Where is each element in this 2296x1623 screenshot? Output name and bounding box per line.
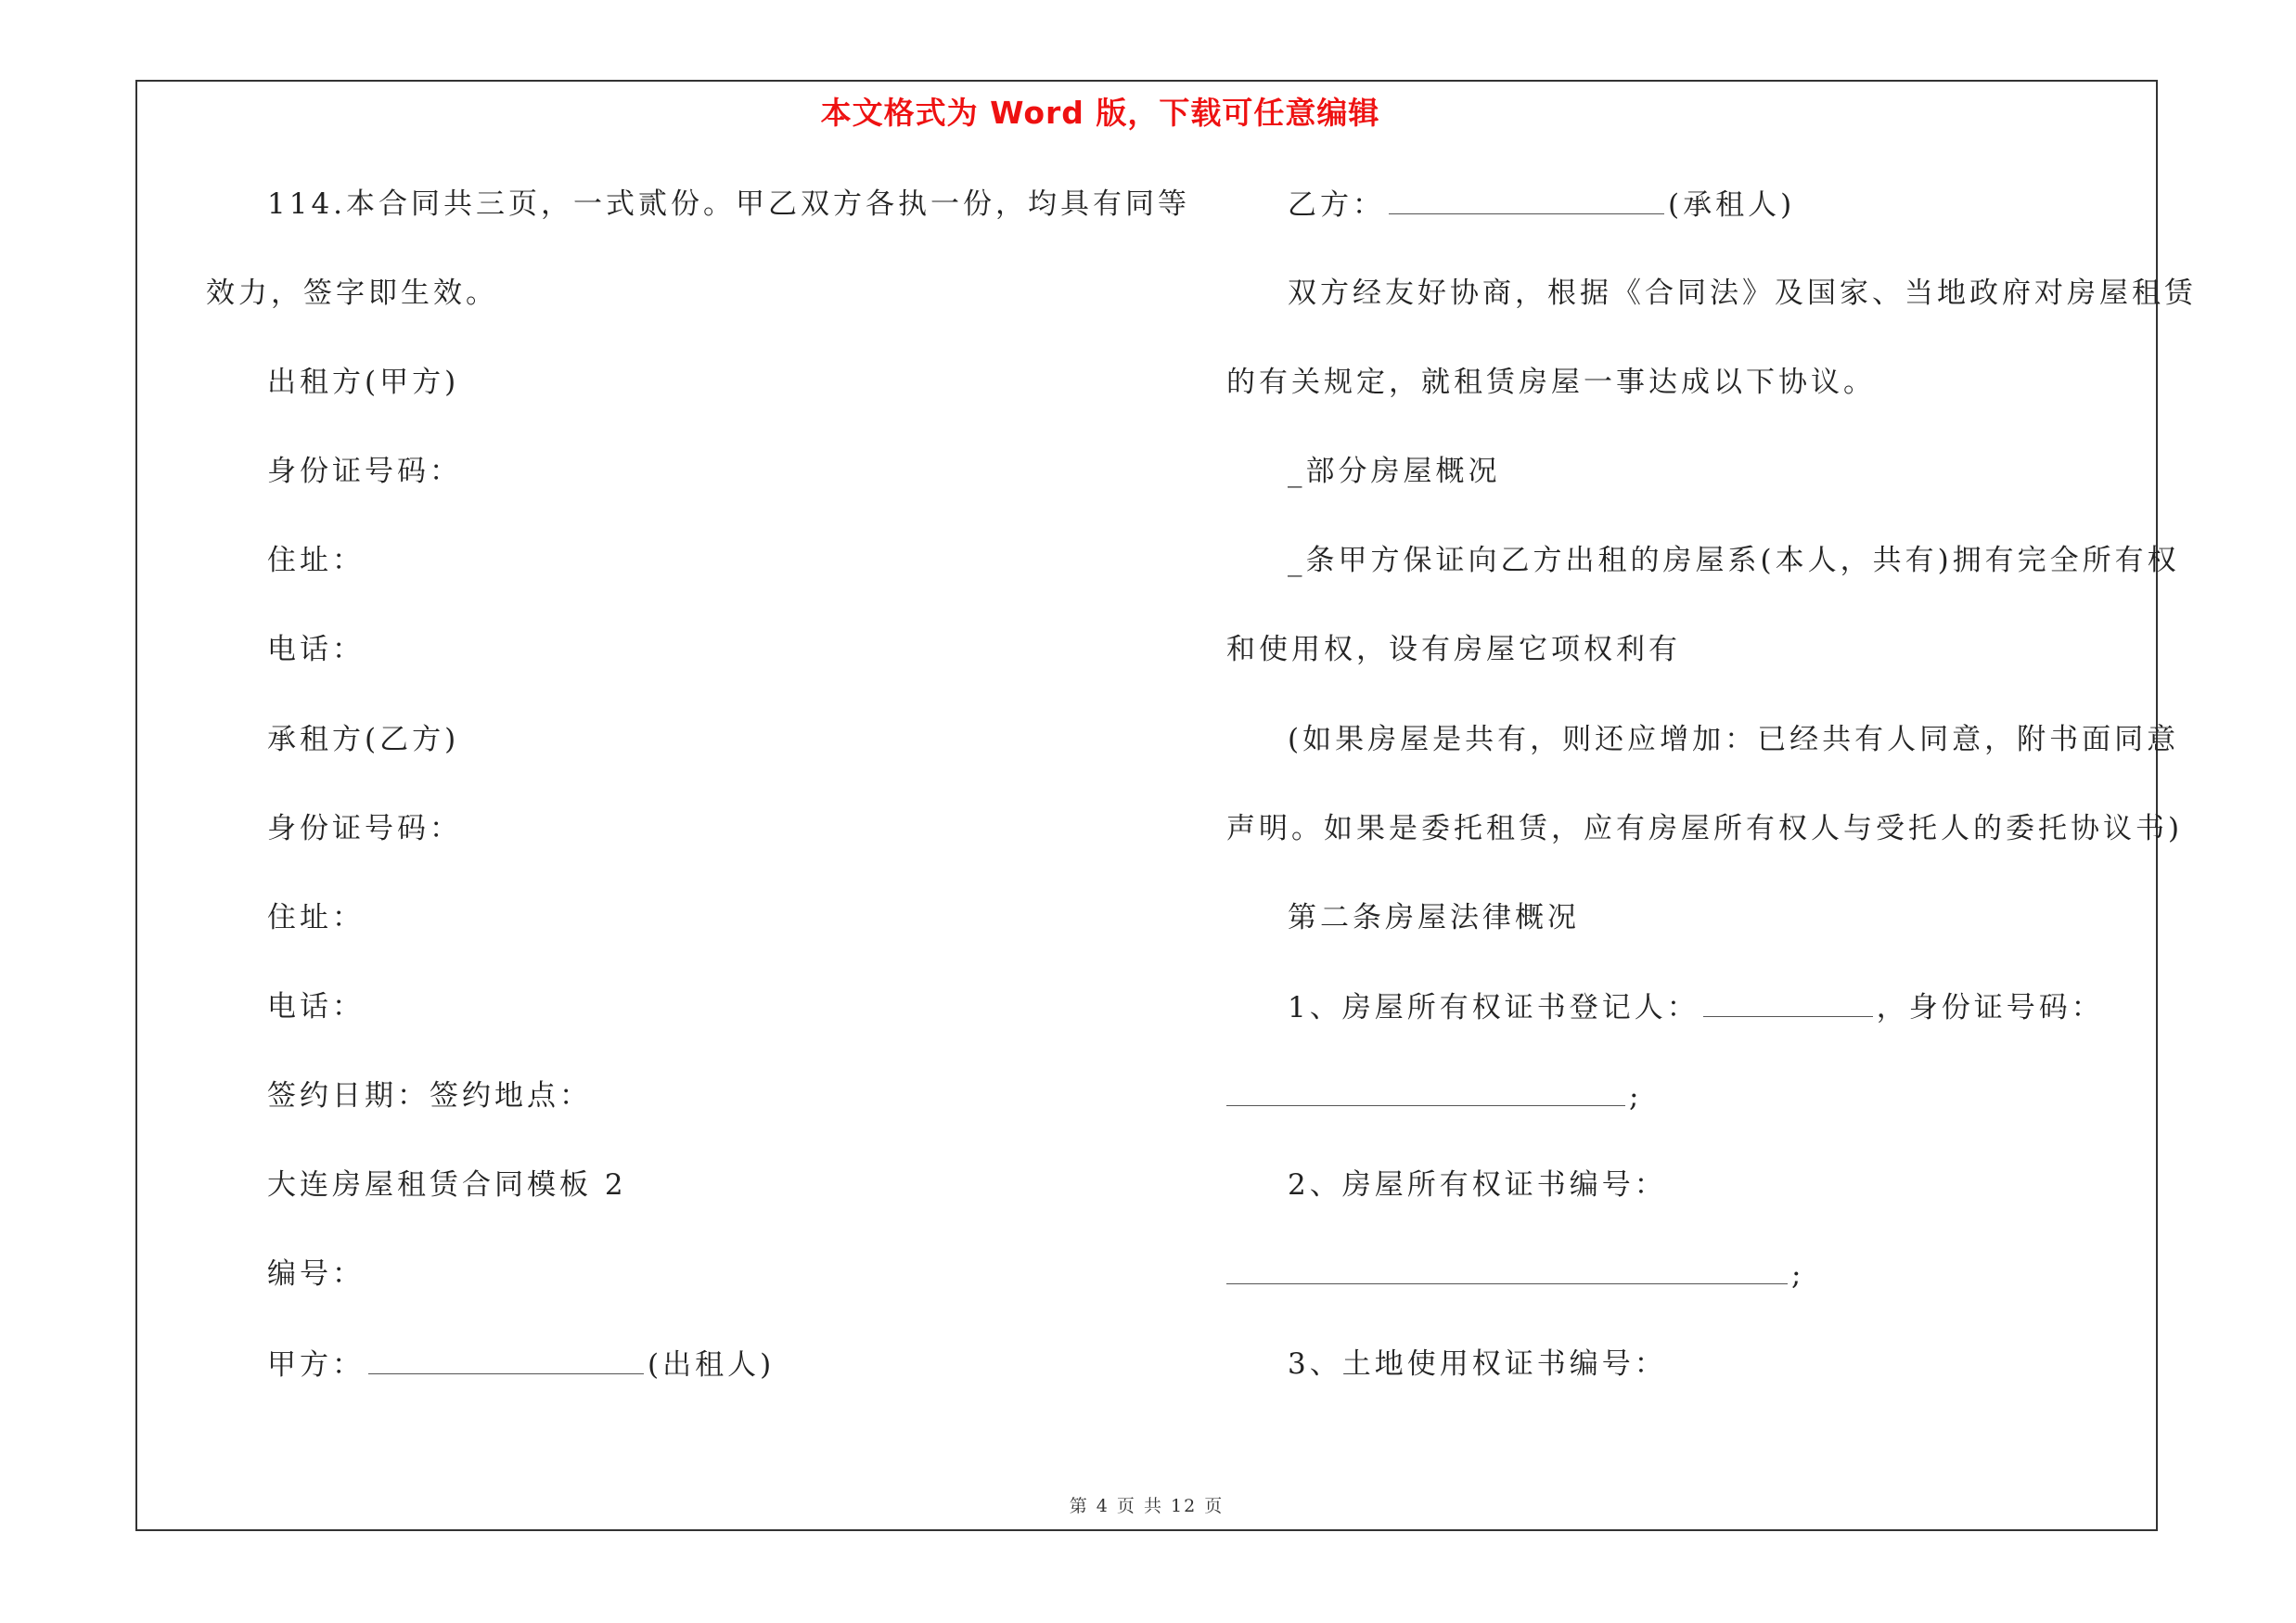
clause-ownership-line-1: _条甲方保证向乙方出租的房屋系(本人，共有)拥有完全所有权 <box>1288 544 2180 577</box>
clause-114-line-1: 114.本合同共三页，一式贰份。甲乙双方各执一份，均具有同等 <box>267 187 1191 221</box>
sign-date-place-label: 签约日期：签约地点： <box>267 1079 592 1113</box>
certificate-number-label: 2、房屋所有权证书编号： <box>1288 1168 1667 1202</box>
clause-114-line-2: 效力，签字即生效。 <box>206 277 498 310</box>
co-owner-note-line-1: (如果房屋是共有，则还应增加：已经共有人同意，附书面同意 <box>1288 723 2180 756</box>
preamble-line-1: 双方经友好协商，根据《合同法》及国家、当地政府对房屋租赁 <box>1288 277 2197 310</box>
word-format-banner: 本文格式为 Word 版，下载可任意编辑 <box>820 95 1380 131</box>
certificate-number-blank <box>1226 1256 1788 1284</box>
party-b-line <box>1226 186 1795 224</box>
lessor-address-label: 住址： <box>267 544 365 577</box>
preamble-line-2: 的有关规定，就租赁房屋一事达成以下协议。 <box>1226 366 1876 399</box>
lessor-id-label: 身份证号码： <box>267 455 462 488</box>
section-house-overview: _部分房屋概况 <box>1288 455 1501 488</box>
article-2-heading: 第二条房屋法律概况 <box>1288 901 1580 934</box>
party-b-label: 乙方： <box>1288 188 1385 222</box>
party-a-blank <box>368 1346 644 1374</box>
party-b-role: (承租人) <box>1668 188 1796 222</box>
template-2-title: 大连房屋租赁合同模板 2 <box>267 1168 627 1202</box>
lessee-address-label: 住址： <box>267 901 365 934</box>
certificate-number-line <box>1226 1256 1804 1294</box>
registrant-id-line <box>1226 1077 1642 1115</box>
registrant-id-label: ，身份证号码： <box>1876 991 2104 1024</box>
page-footer: 第 4 页 共 12 页 <box>1069 1496 1225 1516</box>
land-use-cert-label: 3、土地使用权证书编号： <box>1288 1347 1667 1381</box>
lessee-phone-label: 电话： <box>267 990 365 1024</box>
party-a-label: 甲方： <box>267 1348 365 1382</box>
registrant-label: 1、房屋所有权证书登记人： <box>1288 991 1700 1024</box>
lessor-phone-label: 电话： <box>267 633 365 666</box>
co-owner-note-line-2: 声明。如果是委托租赁，应有房屋所有权人与受托人的委托协议书) <box>1226 812 2184 845</box>
lessee-heading: 承租方(乙方) <box>267 723 460 756</box>
certificate-number-end: ; <box>1791 1258 1805 1292</box>
registrant-id-blank <box>1226 1077 1625 1106</box>
lessor-heading: 出租方(甲方) <box>267 366 460 399</box>
party-a-role: (出租人) <box>648 1348 776 1382</box>
registrant-blank <box>1703 988 1873 1017</box>
registrant-id-end: ; <box>1629 1080 1643 1114</box>
lessee-id-label: 身份证号码： <box>267 812 462 845</box>
party-a-line <box>206 1346 775 1384</box>
clause-ownership-line-2: 和使用权，设有房屋它项权利有 <box>1226 633 1681 666</box>
party-b-blank <box>1389 186 1664 214</box>
contract-number-label: 编号： <box>267 1257 365 1291</box>
registrant-line <box>1226 988 2104 1026</box>
